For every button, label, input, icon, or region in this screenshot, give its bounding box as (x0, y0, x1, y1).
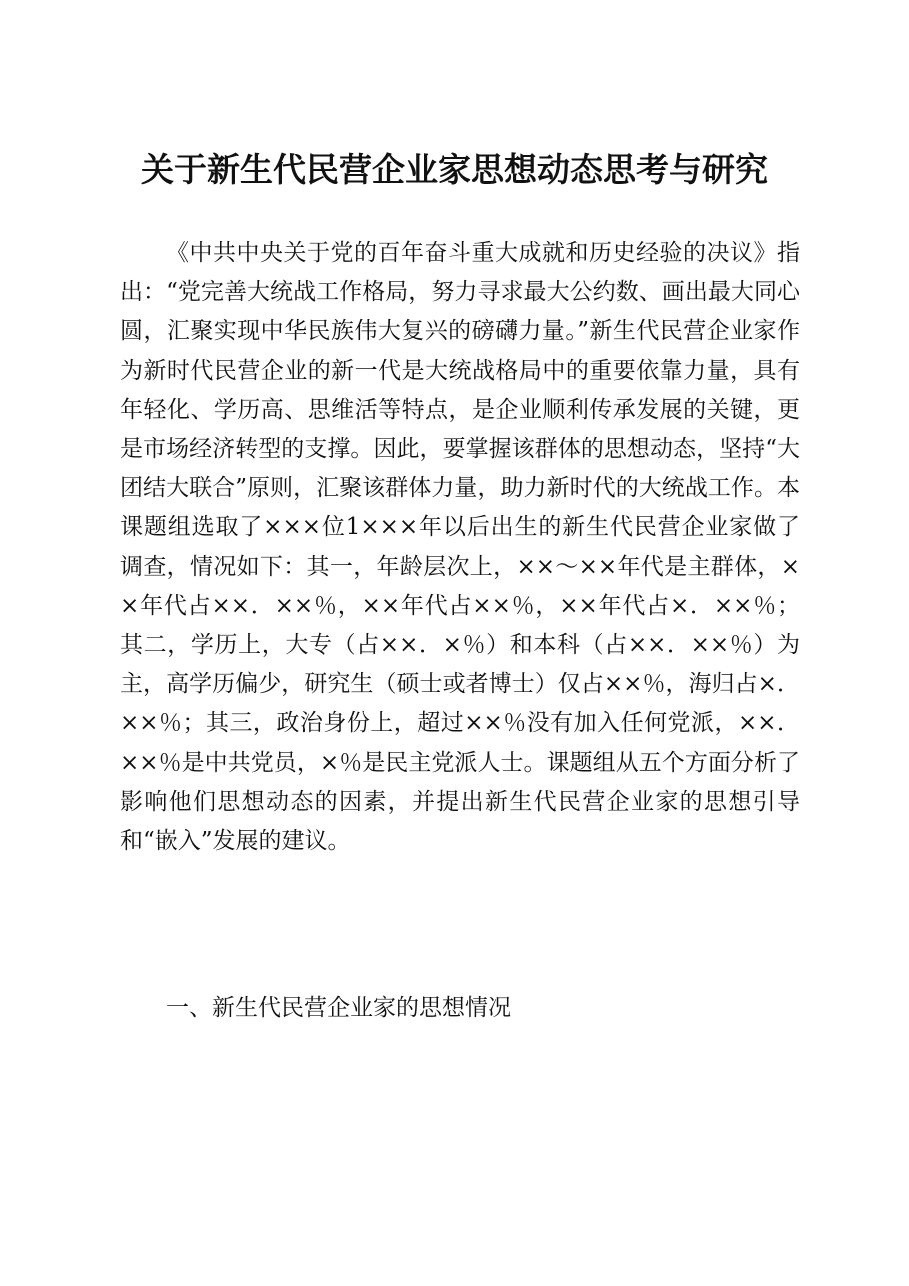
section-heading: 一、新生代民营企业家的思想情况 (166, 995, 511, 1021)
intro-paragraph: 《中共中央关于党的百年奋斗重大成就和历史经验的决议》指出：“党完善大统战工作格局，努力寻求最大公约数、画出最大同心圆，汇聚实现中华民族伟大复兴的磅礴力量。”新生代民营企业家作为新时代民营企业的新一代是大统战格局中的重要依靠力量，具有年轻化、学历高、思维活等特点，是企业顺利传承发展的关键，更是市场经济转型的支撑。因此，要掌握该群体的思想动态，坚持“大团结大联合”原则，汇聚该群体力量，助力新时代的大统战工作。本课题组选取了×××位1×××年以后出生的新生代民营企业家做了调查，情况如下：其一，年龄层次上，××～××年代是主群体，××年代占××．××％，××年代占××％，××年代占×．××％；其二，学历上，大专（占××．×％）和本科（占××．××％）为主，高学历偏少，研究生（硕士或者博士）仅占××％，海归占×．××％；其三，政治身份上，超过××％没有加入任何党派，××．××％是中共党员，×％是民主党派人士。课题组从五个方面分析了影响他们思想动态的因素，并提出新生代民营企业家的思想引导和“嵌入”发展的建议。 (120, 240, 800, 855)
document-title: 关于新生代民营企业家思想动态思考与研究 (141, 150, 768, 189)
